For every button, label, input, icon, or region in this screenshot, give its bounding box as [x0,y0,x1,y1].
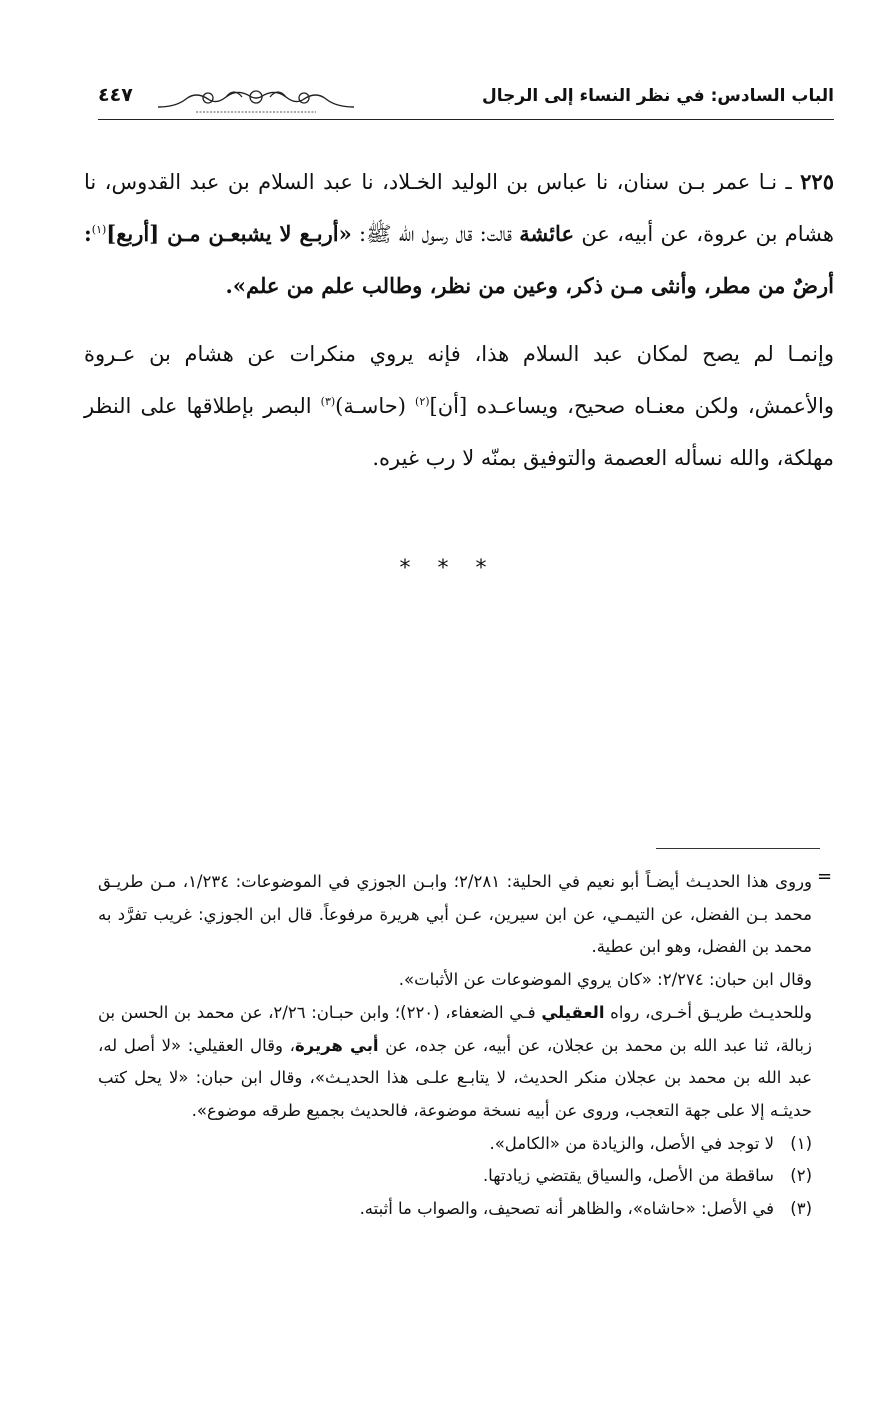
footnote-3 [98,1193,812,1226]
footnote-line: وروى هذا الحديـث أيضـاً أبو نعيم في الحلية: ٢/٢٨١؛ وابـن الجوزي في الموضوعات: ١/٢٣٤، مـن طريـق محمد بـن الفضل، عن التيمـي، عن ابن سيرين، عـن أبي هريرة مرفوعاً. قال ابن الجوزي: غريب تفرَّد به محمد بن الفضل، وهو ابن عطية. [98,872,812,957]
running-head [98,84,834,118]
footnote-2 [98,1160,812,1193]
hadith-isnad: ـ نـا عمر بـن سنان، نا عباس بن الوليد الخـلاد، نا عبد السلام بن عبد القدوس، نا هشام بن عروة، عن أبيه، عن [84,170,834,246]
footnote-text: فـي الضعفاء، (٢٢٠)؛ وابن حبـان: ٢/٢٦، عن محمد بن الحسن بن زبالة، ثنا عبد الله بن محمد بن عجلان، عن أبيه، عن جده، عن [98,1002,812,1055]
hadith-intro: قالت: قال رسول الله ﷺ: [359,222,512,246]
footnote-line: وقال ابن حبان: ٢/٢٧٤: «كان يروي الموضوعات عن الأثبات». [398,970,812,990]
footnotes [98,866,812,1226]
commentary-text-3: البصر بإطلاقها على النظر مهلكة، والله نسأله العصمة والتوفيق بمنّه لا رب غيره. [84,394,834,470]
footnote-body: لا توجد في الأصل، والزيادة من «الكامل». [489,1133,774,1153]
hadith-number: ٢٢٥ [800,169,834,194]
footnote-ref-3[interactable]: (٣) [320,395,336,408]
continuation-mark: = [817,866,833,887]
main-text [84,156,834,484]
commentary-text-2: (حاسـة) [335,394,416,418]
section-separator: * * * [399,556,497,581]
hadith-matn-start: «أربـع لا يشبعـن مـن [أربع] [106,221,352,246]
footnote-number: (٣) [790,1199,812,1219]
abu-huraira-name: أبي هريرة [294,1035,379,1055]
narrator-name: عائشة [519,221,574,246]
chapter-title: الباب السادس: في نظر النساء إلى الرجال [482,86,834,106]
footnote-ref-2[interactable]: (٢) [415,395,430,408]
footnote-1 [98,1128,812,1161]
commentary-paragraph [84,328,834,484]
header-rule [98,119,834,120]
aqili-name: العقيلي [541,1002,605,1022]
footnote-ref-1[interactable]: (١) [91,223,107,236]
footnote-body: ساقطة من الأصل، والسياق يقتضي زيادتها. [482,1166,774,1186]
footnote-number: (١) [790,1133,812,1153]
footnote-text: ، وقال العقيلي: «لا أصل له، عبد الله بن محمد بن عجلان منكر الحديث، لا يتابـع علـى هذا الحديـث»، وقال ابن حبان: «لا يحل كتب حديثـه إلا على جهة التعجب، وروى عن أبيه نسخة موضوعة، فالحديث بجميع طرقه موضوع». [98,1035,812,1120]
footnote-number: (٢) [790,1166,812,1186]
hadith-matn: : أرضٌ من مطر، وأنثى مـن ذكر، وعين من نظر، وطالب علم من علم». [84,221,834,298]
footnote-text: وللحديـث طريـق أخـرى، رواه [610,1002,813,1022]
commentary-text-1: وإنمـا لم يصح لمكان عبد السلام هذا، فإنه يروي منكرات عن هشام بن عـروة والأعمش، ولكن معنـاه صحيح، ويساعـده [أن] [84,342,835,418]
footnote-line [98,997,812,1128]
hadith-paragraph [84,156,834,312]
footnote-body: في الأصل: «حاشاه»، والظاهر أنه تصحيف، والصواب ما أثبته. [359,1199,774,1219]
footnote-rule [656,848,820,849]
ornament-icon [156,85,356,115]
page-number: ٤٤٧ [98,84,133,106]
